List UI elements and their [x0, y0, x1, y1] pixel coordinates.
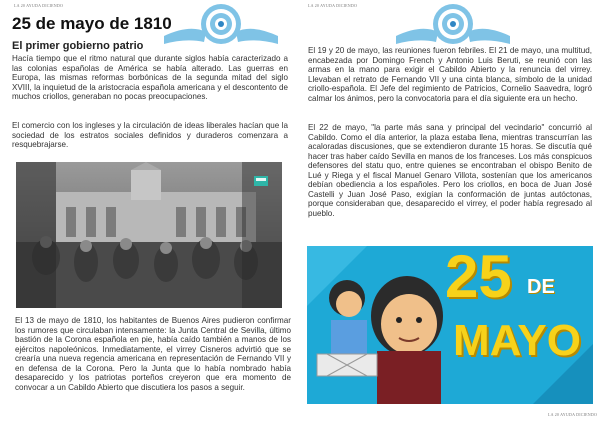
page-title: 25 de mayo de 1810: [12, 14, 172, 33]
historic-photo: [16, 162, 282, 308]
cartoon-text-de: DE: [527, 276, 555, 298]
cartoon-text-mayo: MAYO: [453, 316, 581, 365]
left-paragraph-3: El 13 de mayo de 1810, los habitantes de Buenos Aires pudieron confirmar los rumores que circulaban intensamente: la Junta Central de Sevilla, último bastión de la Corona española en pie, había caído también a manos de los ejércitos napoleónicos. Inmediatamente, el virrey Cisneros advirtió que se crearía una nueva regencia americana en representación de Fernando VII y en defensa de la Corona. Pero la Junta que lo había nombrado había desaparecido y los patriotas porteños creyeron que era momento de convocar a un Cabildo Abierto que discutiera los pasos a seguir.: [15, 316, 291, 392]
watermark-logo-icon: [254, 176, 268, 186]
cartoon-text-25: 25: [445, 246, 512, 310]
cartoon-illustration: [307, 246, 593, 404]
right-paragraph-1: El 19 y 20 de mayo, las reuniones fueron febriles. El 21 de mayo, una multitud, encabezada por Domingo French y Antonio Luis Beruti, se reunió con las armas en la mano para exigir el Cabildo Abierto y la renuncia del virrey. Llevaban el retrato de Fernando VII y una cinta blanca, símbolo de la unidad criollo-española. El Jefe del regimiento de Patricios, Cornelio Saavedra, logró calmar los ánimos, pero la convocatoria para el día siguiente era un hecho.: [308, 46, 592, 103]
left-paragraph-1: Hacía tiempo que el ritmo natural que durante siglos había caracterizado a las colonias españolas de América se había alterado. Las guerras en Europa, las mismas reformas borbónicas de la segunda mitad del siglo XVIII, la inquietud de la aristocracia española americana y el descontento de muchos criollos, generaban no pocas preocupaciones.: [12, 54, 288, 101]
page-subtitle: El primer gobierno patrio: [12, 40, 144, 52]
header-tag-left: LA 20 AYUDA DICIENDO: [14, 3, 64, 8]
footer-tag: LA 20 AYUDA DICIENDO: [548, 412, 598, 417]
rosette-icon: [392, 2, 514, 48]
left-paragraph-2: El comercio con los ingleses y la circulación de ideas liberales hacían que la sociedad de los estratos sociales definidos y duraderos comenzara a resquebrajarse.: [12, 121, 288, 149]
rosette-icon: [160, 2, 282, 48]
header-tag-right: LA 20 AYUDA DICIENDO: [308, 3, 358, 8]
right-paragraph-2: El 22 de mayo, "la parte más sana y principal del vecindario" concurrió al Cabildo. Como el día anterior, la plaza estaba llena, mientras transcurrían las acaloradas discusiones, que se extendieron durante 15 horas. Se discutía qué hacer tras haber caído Sevilla en manos de los franceses. Los más conspicuos defensores del statu quo, entre quienes se encontraban el obispo Benito de Lué y Riega y el fiscal Manuel Genaro Villota, sostenían que los americanos debían obediencia a los españoles. Pero los criollos, en boca de Juan José Castelli y Juan José Paso, exigían la conformación de juntas autóctonas, porque consideraban que, desaparecido el virrey, el poder había regresado al pueblo.: [308, 123, 592, 218]
